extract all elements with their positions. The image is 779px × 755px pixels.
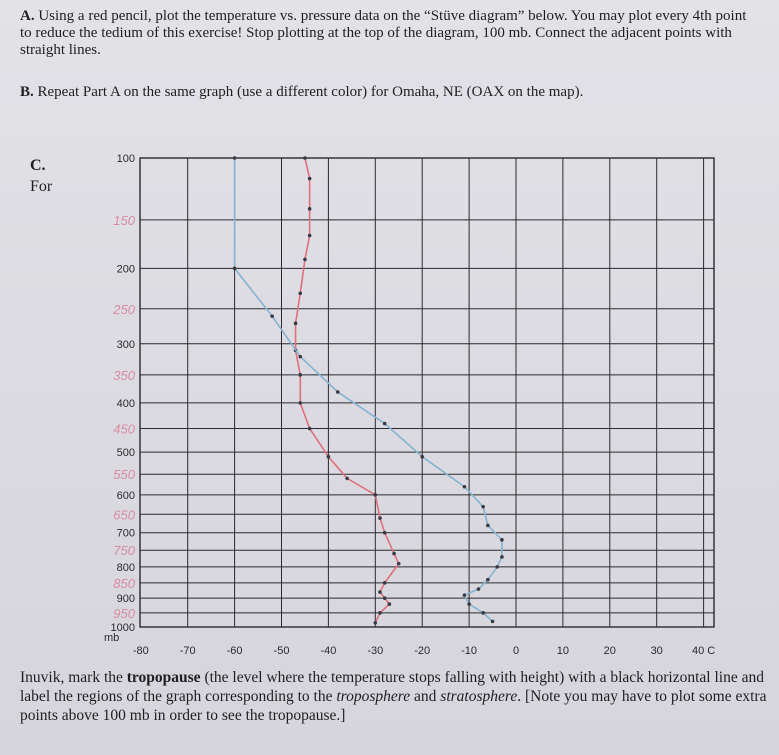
omaha-data-point [270,314,274,318]
y-tick-label: 300 [116,338,135,351]
footer-troposphere: troposphere [336,688,411,705]
part-c-instructions [20,668,772,725]
y-tick-label: 800 [116,561,135,574]
part-b-instructions [20,84,760,101]
omaha-temperature-line [235,158,502,621]
handwritten-pressure-label: 850 [113,575,135,591]
chart-axis-labels [104,153,715,657]
x-tick-label: -70 [179,645,196,657]
part-b-text: Repeat Part A on the same graph (use a different color) for Omaha, NE (OAX on the map). [37,84,584,100]
omaha-data-point [481,611,485,615]
handwritten-pressure-label: 250 [113,301,135,317]
omaha-data-point [463,485,467,489]
omaha-data-point [463,593,467,597]
inuvik-data-point [388,602,392,606]
x-tick-label: 10 [556,645,570,657]
x-tick-label: 40 C [691,645,716,657]
inuvik-data-point [298,373,302,377]
handwritten-pressure-label: 950 [113,605,135,621]
plot-frame [140,158,714,627]
handwritten-pressure-label: 150 [113,212,135,228]
x-tick-label: -20 [414,645,431,657]
footer-tropopause: tropopause [126,669,201,686]
omaha-data-point [420,455,424,459]
inuvik-data-point [374,621,378,625]
part-a-text: Using a red pencil, plot the temperature vs. pressure data on the “Stüve diagram” below. You may plot every 4th point to reduce the tedium of this exercise! Stop plotting at the top of the diagram, 100 mb. Connect the adjacent points with straight lines. [20,8,747,58]
x-tick-label: -10 [461,645,478,657]
footer-stratosphere: stratosphere [440,688,518,705]
chart-grid [140,158,714,627]
chart-series [233,156,504,624]
handwritten-pressure-label: 750 [113,543,135,559]
y-unit-label: mb [104,632,120,644]
inuvik-data-point [298,292,302,296]
footer-text-3: and [410,688,441,705]
omaha-data-point [233,267,237,271]
omaha-data-point [486,524,490,528]
inuvik-data-point [383,531,387,535]
y-tick-label: 400 [116,397,135,410]
inuvik-data-point [374,493,378,497]
omaha-data-point [500,538,504,542]
inuvik-data-point [392,552,396,556]
handwritten-pressure-label: 350 [113,367,135,383]
inuvik-data-point [303,258,307,262]
inuvik-data-point [308,207,312,211]
omaha-data-point [481,505,485,509]
x-tick-label: 30 [650,645,663,657]
omaha-data-point [467,602,471,606]
part-a-instructions [20,8,760,59]
omaha-data-point [491,620,495,624]
inuvik-data-point [345,477,349,481]
omaha-data-point [486,578,490,582]
y-tick-label: 200 [116,263,135,276]
inuvik-data-point [378,590,382,594]
inuvik-data-point [294,322,298,326]
inuvik-data-point [397,562,401,566]
inuvik-data-point [294,348,298,352]
omaha-data-point [500,555,504,559]
inuvik-data-point [383,596,387,600]
inuvik-data-point [308,234,312,238]
part-c-prefix: For [30,178,53,195]
inuvik-data-point [308,427,312,431]
x-tick-label: 20 [603,645,616,657]
x-tick-label: -40 [320,645,337,657]
inuvik-data-point [378,516,382,520]
handwritten-pressure-label: 450 [113,421,135,437]
omaha-data-point [298,355,302,359]
omaha-data-point [383,422,387,426]
x-tick-label: -60 [226,645,243,657]
inuvik-data-point [327,455,331,459]
inuvik-data-point [303,156,307,160]
y-tick-label: 1000 [110,622,135,634]
omaha-data-point [477,587,481,591]
part-c-label: C. [30,157,46,174]
x-tick-label: 0 [512,645,520,657]
omaha-data-point [495,565,499,569]
footer-text-2: (the level where the temperature stops falling with height) with a black horizontal line and label the regions of the graph corresponding to the [20,669,764,705]
x-tick-label: -50 [273,645,290,657]
inuvik-data-point [298,401,302,405]
footer-text-4: . [Note you may have to plot some extra points above 100 mb in order to see the tropopause.] [20,688,767,724]
inuvik-data-point [308,177,312,181]
x-tick-label: -30 [367,645,384,657]
y-tick-label: 700 [116,527,135,540]
part-a-label: A. [20,8,35,24]
inuvik-data-point [378,611,382,615]
x-tick-label: -80 [132,645,149,657]
y-tick-label: 600 [116,489,135,502]
footer-text-1: Inuvik, mark the [20,669,127,686]
handwritten-pressure-label: 550 [113,467,135,483]
inuvik-data-point [383,581,387,585]
part-b-label: B. [20,84,34,100]
inuvik-temperature-line [296,158,399,623]
y-tick-label: 100 [116,153,135,165]
omaha-data-point [336,390,340,394]
omaha-data-point [233,156,237,160]
y-tick-label: 900 [116,593,135,606]
y-tick-label: 500 [116,447,135,460]
handwritten-pressure-label: 650 [113,507,135,523]
